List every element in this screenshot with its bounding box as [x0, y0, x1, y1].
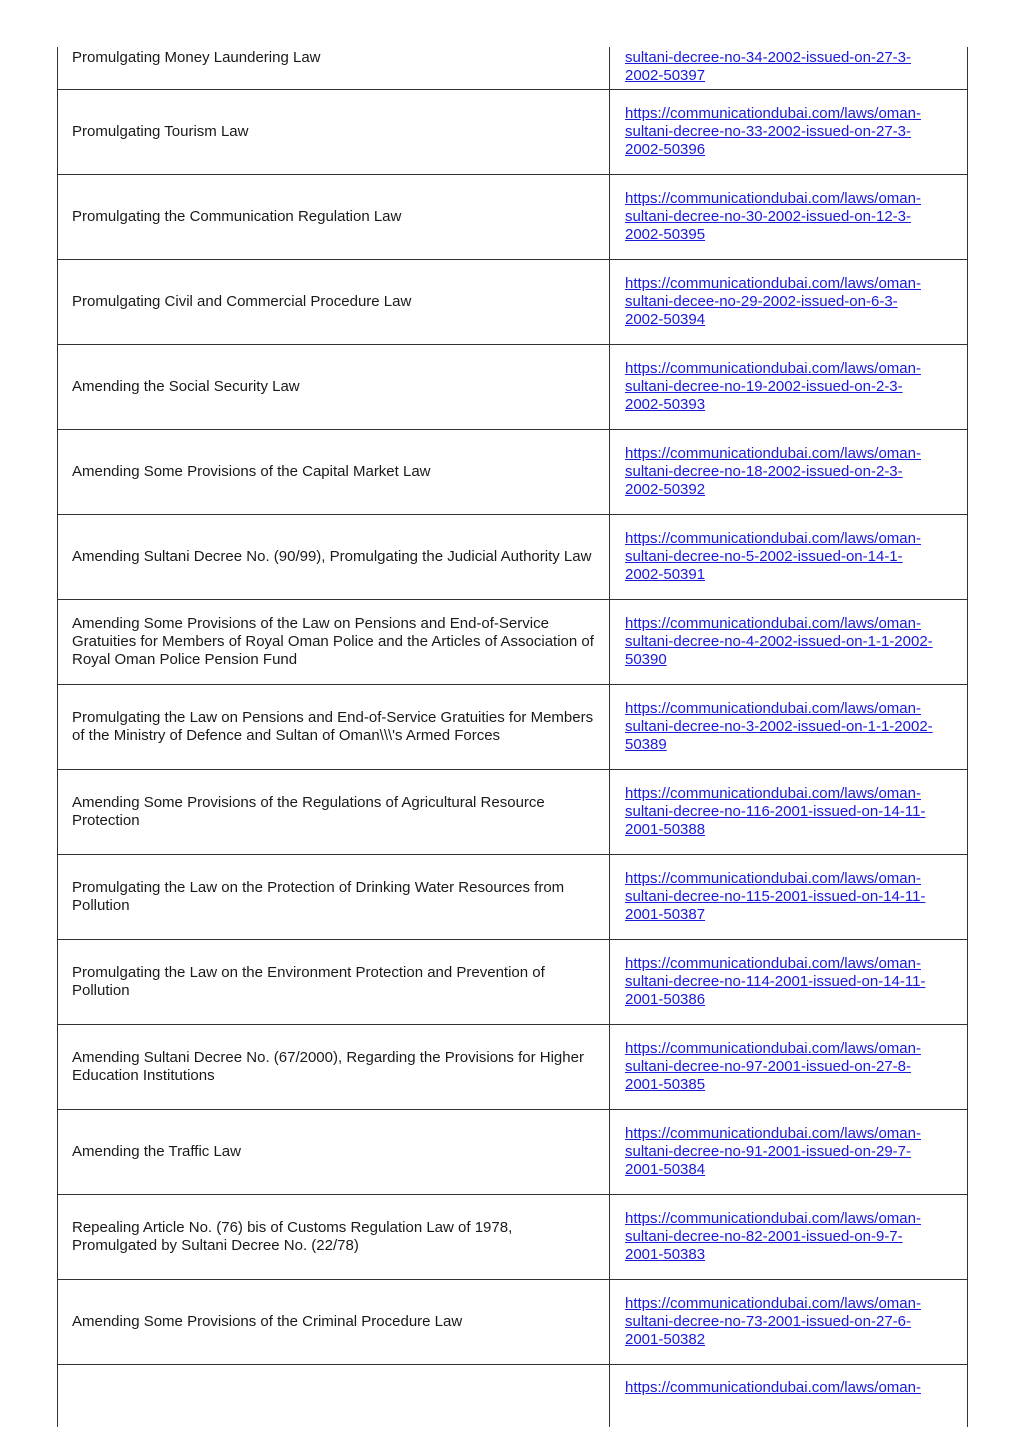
law-title-cell — [58, 1110, 610, 1195]
law-title-cell — [58, 430, 610, 515]
law-link-line: 2001-50385 — [625, 1076, 706, 1093]
table-row — [58, 47, 968, 90]
law-link-cell — [610, 855, 968, 940]
law-title-cell — [58, 515, 610, 600]
table-row — [58, 1025, 968, 1110]
law-link-line: https://communicationdubai.com/laws/oman- — [625, 955, 921, 972]
law-title-cell — [58, 940, 610, 1025]
law-title-cell — [58, 1280, 610, 1365]
law-link-line: 2001-50383 — [625, 1246, 706, 1263]
law-link-line: sultani-decree-no-91-2001-issued-on-29-7- — [625, 1143, 911, 1160]
law-link[interactable] — [625, 1040, 921, 1093]
law-link-cell — [610, 90, 968, 175]
law-link-line: https://communicationdubai.com/laws/oman- — [625, 1040, 921, 1057]
law-link[interactable] — [625, 955, 925, 1008]
law-link[interactable] — [625, 615, 933, 668]
law-link-cell — [610, 1365, 968, 1428]
law-link-cell — [610, 260, 968, 345]
law-title: Promulgating Civil and Commercial Procedure Law — [72, 293, 412, 310]
table-row — [58, 175, 968, 260]
law-title: Amending Some Provisions of the Law on Pensions and End-of-Service Gratuities for Members of Royal Oman Police and the Articles of Association of Royal Oman Police Pension Fund — [72, 615, 594, 668]
law-title: Amending Sultani Decree No. (67/2000), Regarding the Provisions for Higher Education Institutions — [72, 1049, 584, 1084]
law-link-line: sultani-decree-no-18-2002-issued-on-2-3- — [625, 463, 903, 480]
law-link-line: 2001-50387 — [625, 906, 706, 923]
law-link-line: sultani-decree-no-114-2001-issued-on-14-11- — [625, 973, 926, 990]
law-link-line: https://communicationdubai.com/laws/oman- — [625, 1210, 921, 1227]
law-title-cell — [58, 345, 610, 430]
law-link-line: 2001-50386 — [625, 991, 706, 1008]
law-link-line: 2001-50388 — [625, 821, 706, 838]
law-link-line: 2002-50391 — [625, 566, 706, 583]
law-link[interactable] — [625, 445, 921, 498]
law-title-cell — [58, 175, 610, 260]
law-title: Promulgating the Law on the Protection of Drinking Water Resources from Pollution — [72, 879, 565, 914]
table-row — [58, 770, 968, 855]
law-link-line: https://communicationdubai.com/laws/oman- — [625, 360, 921, 377]
law-link-cell — [610, 940, 968, 1025]
law-link-line: https://communicationdubai.com/laws/oman- — [625, 445, 921, 462]
law-title: Promulgating the Law on Pensions and End-of-Service Gratuities for Members of the Ministry of Defence and Sultan of Oman\\\'s Armed Forces — [72, 709, 594, 744]
laws-table-body — [58, 47, 968, 1427]
law-link[interactable] — [625, 360, 921, 413]
law-title-cell — [58, 1025, 610, 1110]
law-link-cell — [610, 175, 968, 260]
law-link-line: sultani-decree-no-73-2001-issued-on-27-6- — [625, 1313, 911, 1330]
law-link-line: 2002-50392 — [625, 481, 706, 498]
law-link-line: sultani-decree-no-116-2001-issued-on-14-11- — [625, 803, 926, 820]
law-link-line: sultani-decree-no-4-2002-issued-on-1-1-2002- — [625, 633, 933, 650]
law-title: Repealing Article No. (76) bis of Customs Regulation Law of 1978, Promulgated by Sultani Decree No. (22/78) — [72, 1219, 513, 1254]
table-row — [58, 855, 968, 940]
law-title: Amending Some Provisions of the Regulations of Agricultural Resource Protection — [72, 794, 545, 829]
law-title-cell — [58, 600, 610, 685]
law-link[interactable] — [625, 1295, 921, 1348]
law-link-line: sultani-decree-no-97-2001-issued-on-27-8- — [625, 1058, 911, 1075]
law-title: Promulgating the Communication Regulation Law — [72, 208, 402, 225]
law-link-line: 2002-50395 — [625, 226, 706, 243]
law-link-line: https://communicationdubai.com/laws/oman- — [625, 615, 921, 632]
law-link[interactable] — [625, 275, 921, 328]
document-page — [57, 47, 967, 1427]
law-link[interactable] — [625, 49, 911, 84]
law-link-line: https://communicationdubai.com/laws/oman- — [625, 530, 921, 547]
table-row — [58, 1110, 968, 1195]
law-link[interactable] — [625, 785, 925, 838]
law-link-line: https://communicationdubai.com/laws/oman- — [625, 1379, 921, 1396]
law-link-cell — [610, 1280, 968, 1365]
law-link-line: 2002-50394 — [625, 311, 706, 328]
table-row — [58, 260, 968, 345]
law-link-line: 2001-50382 — [625, 1331, 706, 1348]
law-title-cell — [58, 685, 610, 770]
law-link-line: 50389 — [625, 736, 667, 753]
law-link-line: 2002-50397 — [625, 67, 706, 84]
table-row — [58, 600, 968, 685]
law-link-line: sultani-decee-no-29-2002-issued-on-6-3- — [625, 293, 898, 310]
law-link-cell — [610, 430, 968, 515]
law-title-cell — [58, 1195, 610, 1280]
law-link-line: sultani-decree-no-30-2002-issued-on-12-3- — [625, 208, 911, 225]
law-link-line: sultani-decree-no-82-2001-issued-on-9-7- — [625, 1228, 903, 1245]
table-row — [58, 515, 968, 600]
law-link-line: https://communicationdubai.com/laws/oman- — [625, 1125, 921, 1142]
law-link[interactable] — [625, 870, 925, 923]
law-title-cell — [58, 47, 610, 90]
law-link-cell — [610, 345, 968, 430]
law-link-line: sultani-decree-no-115-2001-issued-on-14-11- — [625, 888, 926, 905]
law-title: Amending the Traffic Law — [72, 1143, 241, 1160]
law-link-line: 2002-50396 — [625, 141, 706, 158]
table-row — [58, 685, 968, 770]
law-link-line: sultani-decree-no-33-2002-issued-on-27-3- — [625, 123, 911, 140]
law-title: Promulgating Tourism Law — [72, 123, 249, 140]
law-link-cell — [610, 515, 968, 600]
law-title-cell — [58, 1365, 610, 1428]
law-link[interactable] — [625, 1210, 921, 1263]
table-row — [58, 1195, 968, 1280]
law-title: Amending Sultani Decree No. (90/99), Promulgating the Judicial Authority Law — [72, 548, 592, 565]
law-link[interactable] — [625, 700, 933, 753]
law-link-line: https://communicationdubai.com/laws/oman- — [625, 1295, 921, 1312]
law-title-cell — [58, 770, 610, 855]
law-title-cell — [58, 855, 610, 940]
law-title: Promulgating the Law on the Environment Protection and Prevention of Pollution — [72, 964, 545, 999]
law-link[interactable] — [625, 190, 921, 243]
table-row — [58, 1365, 968, 1428]
law-link-cell — [610, 1195, 968, 1280]
law-link-cell — [610, 1110, 968, 1195]
law-link-cell — [610, 685, 968, 770]
law-link-line: sultani-decree-no-19-2002-issued-on-2-3- — [625, 378, 903, 395]
law-link-line: sultani-decree-no-34-2002-issued-on-27-3- — [625, 49, 911, 66]
law-link-line: https://communicationdubai.com/laws/oman- — [625, 700, 921, 717]
law-link-cell — [610, 47, 968, 90]
law-link-line: 50390 — [625, 651, 667, 668]
law-link[interactable] — [625, 1379, 921, 1396]
law-link-line: https://communicationdubai.com/laws/oman- — [625, 105, 921, 122]
laws-table — [57, 47, 968, 1427]
law-link-line: https://communicationdubai.com/laws/oman- — [625, 870, 921, 887]
law-link-line: 2002-50393 — [625, 396, 706, 413]
law-link-line: https://communicationdubai.com/laws/oman- — [625, 190, 921, 207]
table-row — [58, 940, 968, 1025]
law-link[interactable] — [625, 1125, 921, 1178]
law-link-line: https://communicationdubai.com/laws/oman- — [625, 275, 921, 292]
law-link[interactable] — [625, 530, 921, 583]
table-row — [58, 345, 968, 430]
law-link-line: 2001-50384 — [625, 1161, 706, 1178]
law-title-cell — [58, 90, 610, 175]
table-row — [58, 90, 968, 175]
table-row — [58, 430, 968, 515]
law-link-cell — [610, 600, 968, 685]
law-link-line: https://communicationdubai.com/laws/oman- — [625, 785, 921, 802]
law-link-cell — [610, 770, 968, 855]
law-link[interactable] — [625, 105, 921, 158]
law-link-line: sultani-decree-no-3-2002-issued-on-1-1-2002- — [625, 718, 933, 735]
table-row — [58, 1280, 968, 1365]
law-link-cell — [610, 1025, 968, 1110]
law-title: Promulgating Money Laundering Law — [72, 49, 321, 66]
law-title: Amending Some Provisions of the Capital Market Law — [72, 463, 431, 480]
law-title: Amending Some Provisions of the Criminal Procedure Law — [72, 1313, 463, 1330]
law-title-cell — [58, 260, 610, 345]
law-title: Amending the Social Security Law — [72, 378, 300, 395]
law-link-line: sultani-decree-no-5-2002-issued-on-14-1- — [625, 548, 903, 565]
